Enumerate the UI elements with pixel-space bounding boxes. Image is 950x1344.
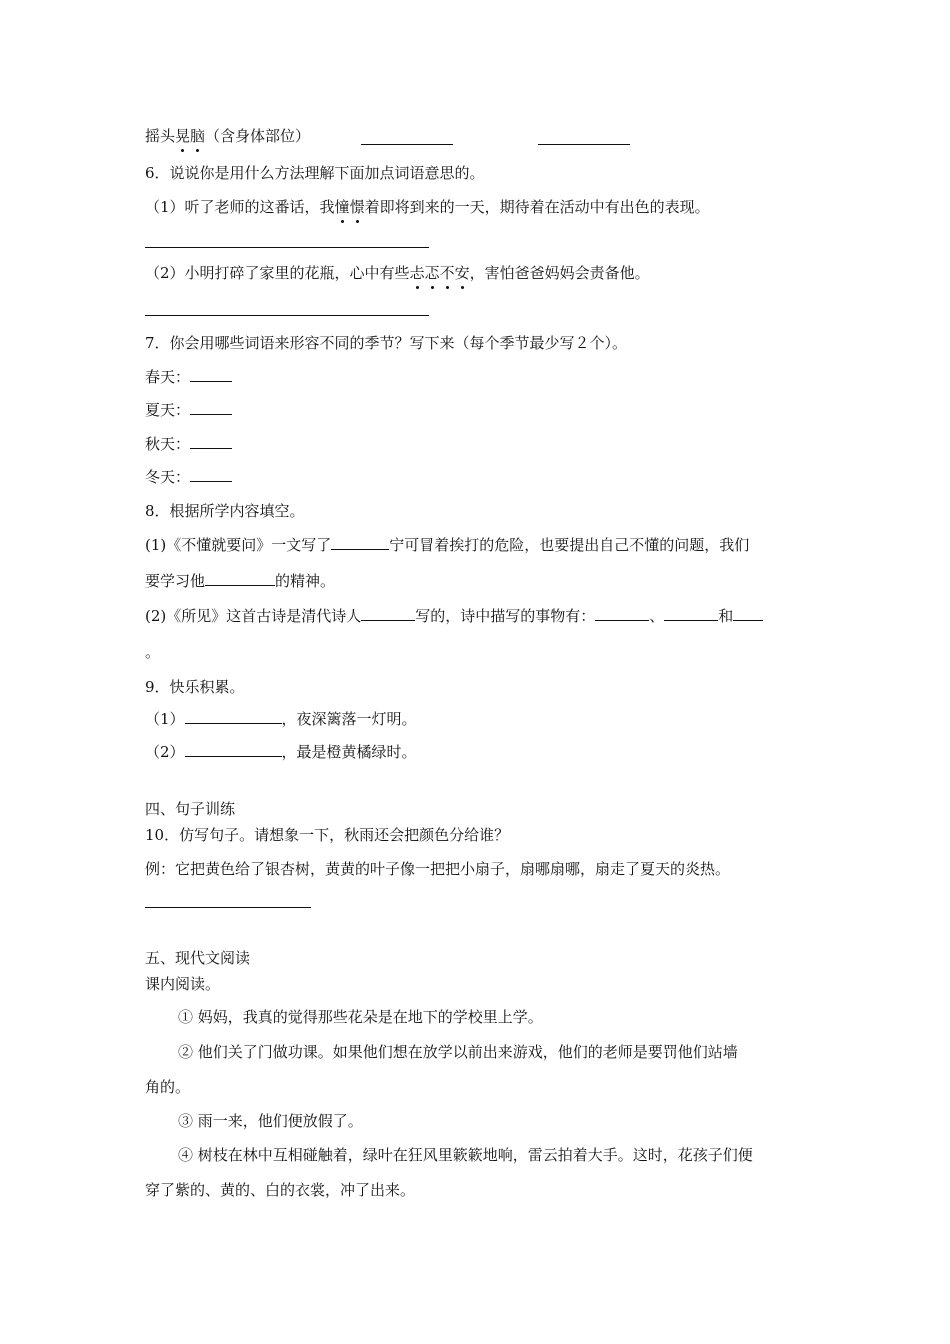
q6-item-2 xyxy=(145,263,650,283)
q6-item1-dotted-a: 憧 xyxy=(334,198,350,216)
q8-item-2 xyxy=(145,606,763,626)
passage-paragraph-4-cont: 穿了紫的、黄的、白的衣裳，冲了出来。 xyxy=(145,1181,416,1199)
q6-title: 6．说说你是用什么方法理解下面加点词语意思的。 xyxy=(145,164,485,182)
q9-item1-label: （1） xyxy=(145,710,185,728)
q8-item1-b: 宁可冒着挨打的危险，也要提出自己不懂的问题，我们 xyxy=(389,536,750,554)
q8-item2-end: 。 xyxy=(145,643,161,661)
section5-intro: 课内阅读。 xyxy=(145,975,221,993)
q8-item1-blank-2[interactable] xyxy=(205,571,275,586)
q7-autumn xyxy=(145,434,232,454)
q7-spring xyxy=(145,367,232,387)
q6-item2-answer-line[interactable] xyxy=(145,315,429,316)
q6-item1-answer-line[interactable] xyxy=(145,247,429,248)
q8-item1-blank-1[interactable] xyxy=(331,535,389,550)
q8-item1-d: 的精神。 xyxy=(275,572,336,590)
q10-example: 例：它把黄色给了银杏树，黄黄的叶子像一把把小扇子，扇哪扇哪，扇走了夏天的炎热。 xyxy=(145,860,731,878)
q8-item-1 xyxy=(145,535,749,555)
q8-item2-b: 写的，诗中描写的事物有： xyxy=(415,607,596,625)
q8-item2-blank-thing-3[interactable] xyxy=(733,606,763,621)
q8-item2-blank-thing-1[interactable] xyxy=(595,606,649,621)
q8-item1-a: (1)《不懂就要问》一文写了 xyxy=(145,536,332,554)
q5-answer-blank-1[interactable] xyxy=(361,144,453,145)
q6-item2-after: ，害怕爸爸妈妈会责备他。 xyxy=(469,264,650,282)
q6-item-1 xyxy=(145,197,710,217)
q7-autumn-label: 秋天： xyxy=(145,435,191,453)
q5-answer-blank-2[interactable] xyxy=(538,144,630,145)
q7-spring-blank[interactable] xyxy=(190,367,232,382)
q6-item1-after: 着即将到来的一天，期待着在活动中有出色的表现。 xyxy=(364,198,710,216)
q7-summer-label: 夏天： xyxy=(145,401,191,419)
q9-item2-blank[interactable] xyxy=(185,742,282,757)
q6-item2-dotted-4: 安 xyxy=(454,264,470,282)
q8-item-1-cont xyxy=(145,571,335,591)
q8-item2-blank-thing-2[interactable] xyxy=(664,606,718,621)
q5-suffix: （含身体部位） xyxy=(205,127,311,145)
q6-item1-before: （1）听了老师的这番话，我 xyxy=(145,198,335,216)
q7-winter xyxy=(145,467,232,487)
q7-autumn-blank[interactable] xyxy=(190,434,232,449)
q6-item1-dotted-b: 憬 xyxy=(349,198,365,216)
q5-dotted-char-1: 晃 xyxy=(175,127,191,145)
q7-spring-label: 春天： xyxy=(145,368,191,386)
q6-item2-dotted-2: 忑 xyxy=(424,264,440,282)
q9-item1-text: ，夜深篱落一灯明。 xyxy=(281,710,417,728)
q7-winter-blank[interactable] xyxy=(190,467,232,482)
q8-item2-a: (2)《所见》这首古诗是清代诗人 xyxy=(145,607,362,625)
section5-heading: 五、现代文阅读 xyxy=(145,949,251,967)
q8-item2-and: 和 xyxy=(718,607,734,625)
q6-item2-dotted-3: 不 xyxy=(439,264,455,282)
q7-winter-label: 冬天： xyxy=(145,468,191,486)
passage-paragraph-1: ① 妈妈，我真的觉得那些花朵是在地下的学校里上学。 xyxy=(178,1008,543,1026)
q7-summer xyxy=(145,400,232,420)
q5-tail-line xyxy=(145,126,310,146)
q10-title: 10．仿写句子。请想象一下，秋雨还会把颜色分给谁？ xyxy=(145,826,510,844)
q10-answer-line[interactable] xyxy=(145,907,311,908)
q7-summer-blank[interactable] xyxy=(190,400,232,415)
passage-paragraph-3: ③ 雨一来，他们便放假了。 xyxy=(178,1112,363,1130)
q9-item-1 xyxy=(145,709,417,729)
q8-title: 8．根据所学内容填空。 xyxy=(145,502,305,520)
q9-item2-label: （2） xyxy=(145,743,185,761)
q8-item1-c: 要学习他 xyxy=(145,572,206,590)
q9-item-2 xyxy=(145,742,417,762)
q5-prefix: 摇头 xyxy=(145,127,176,145)
q9-item1-blank[interactable] xyxy=(185,709,282,724)
q5-dotted-char-2: 脑 xyxy=(190,127,206,145)
q9-title: 9．快乐积累。 xyxy=(145,678,245,696)
q8-item2-sep: 、 xyxy=(649,607,665,625)
passage-paragraph-2: ② 他们关了门做功课。如果他们想在放学以前出来游戏，他们的老师是要罚他们站墙 xyxy=(178,1043,738,1061)
passage-paragraph-2-cont: 角的。 xyxy=(145,1078,191,1096)
section4-heading: 四、句子训练 xyxy=(145,800,236,818)
q7-title: 7．你会用哪些词语来形容不同的季节？写下来（每个季节最少写２个）。 xyxy=(145,334,628,352)
q6-item2-dotted-1: 忐 xyxy=(409,264,425,282)
q9-item2-text: ，最是橙黄橘绿时。 xyxy=(281,743,417,761)
passage-paragraph-4: ④ 树枝在林中互相碰触着，绿叶在狂风里簌簌地响，雷云拍着大手。这时，花孩子们便 xyxy=(178,1146,753,1164)
q6-item2-before: （2）小明打碎了家里的花瓶，心中有些 xyxy=(145,264,410,282)
q8-item2-blank-poet[interactable] xyxy=(361,606,415,621)
